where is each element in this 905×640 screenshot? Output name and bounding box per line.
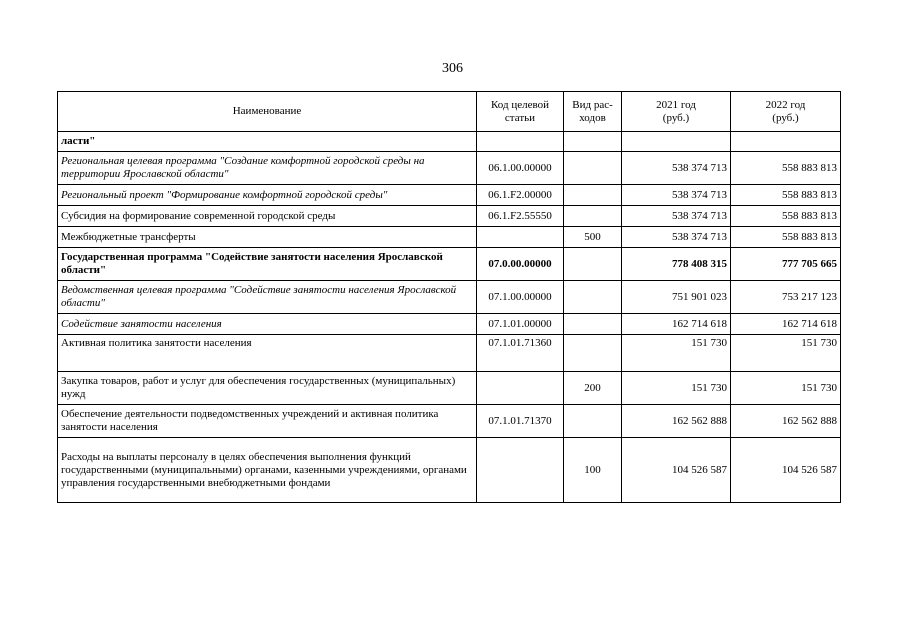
row-name: Региональный проект "Формирование комфортной городской среды" <box>58 185 477 206</box>
row-code: 07.1.01.71360 <box>477 335 564 372</box>
row-2022: 753 217 123 <box>731 281 841 314</box>
row-code: 07.0.00.00000 <box>477 248 564 281</box>
row-code: 06.1.00.00000 <box>477 152 564 185</box>
row-2021: 751 901 023 <box>622 281 731 314</box>
row-type <box>564 314 622 335</box>
row-2022 <box>731 132 841 152</box>
row-2021: 538 374 713 <box>622 152 731 185</box>
row-type <box>564 152 622 185</box>
row-name: Ведомственная целевая программа "Содействие занятости населения Ярославской области" <box>58 281 477 314</box>
table-row <box>58 152 841 185</box>
header-code: Код целевой статьи <box>477 92 564 132</box>
row-2021: 162 714 618 <box>622 314 731 335</box>
table-row <box>58 185 841 206</box>
row-name: Активная политика занятости населения <box>58 335 477 372</box>
row-2021: 162 562 888 <box>622 405 731 438</box>
table-row <box>58 438 841 503</box>
row-type: 100 <box>564 438 622 503</box>
row-name: Региональная целевая программа "Создание комфортной городской среды на территории Ярославской области" <box>58 152 477 185</box>
row-name: Расходы на выплаты персоналу в целях обеспечения выполнения функций государственными (муниципальными) органами, казенными учреждениями, органами управления государственными внебюджетными фондами <box>58 438 477 503</box>
table-header-row <box>58 92 841 132</box>
table-row <box>58 314 841 335</box>
header-type: Вид рас- ходов <box>564 92 622 132</box>
row-2022: 151 730 <box>731 372 841 405</box>
table-row <box>58 132 841 152</box>
row-2021: 538 374 713 <box>622 227 731 248</box>
row-2022: 558 883 813 <box>731 227 841 248</box>
table-row <box>58 335 841 372</box>
row-type <box>564 405 622 438</box>
row-type <box>564 248 622 281</box>
row-code <box>477 438 564 503</box>
budget-table <box>57 91 841 503</box>
table-row <box>58 372 841 405</box>
row-code: 07.1.01.71370 <box>477 405 564 438</box>
row-name: Государственная программа "Содействие занятости населения Ярославской области" <box>58 248 477 281</box>
page-number: 306 <box>442 61 463 76</box>
row-type: 500 <box>564 227 622 248</box>
row-type <box>564 281 622 314</box>
row-code: 06.1.F2.55550 <box>477 206 564 227</box>
row-name: Закупка товаров, работ и услуг для обеспечения государственных (муниципальных) нужд <box>58 372 477 405</box>
row-2021: 538 374 713 <box>622 185 731 206</box>
row-code <box>477 372 564 405</box>
row-2022: 151 730 <box>731 335 841 372</box>
table-row <box>58 248 841 281</box>
row-2021: 151 730 <box>622 335 731 372</box>
row-code: 06.1.F2.00000 <box>477 185 564 206</box>
row-2021: 778 408 315 <box>622 248 731 281</box>
row-code <box>477 132 564 152</box>
table-row <box>58 227 841 248</box>
header-name: Наименование <box>58 92 477 132</box>
row-type <box>564 206 622 227</box>
row-2022: 162 714 618 <box>731 314 841 335</box>
row-2022: 162 562 888 <box>731 405 841 438</box>
row-name: Содействие занятости населения <box>58 314 477 335</box>
row-2021: 104 526 587 <box>622 438 731 503</box>
table-row <box>58 206 841 227</box>
row-2022: 558 883 813 <box>731 206 841 227</box>
row-type: 200 <box>564 372 622 405</box>
row-2022: 558 883 813 <box>731 152 841 185</box>
row-name: ласти" <box>58 132 477 152</box>
header-2022: 2022 год (руб.) <box>731 92 841 132</box>
row-type <box>564 185 622 206</box>
row-type <box>564 335 622 372</box>
row-2022: 777 705 665 <box>731 248 841 281</box>
row-2021: 538 374 713 <box>622 206 731 227</box>
table-row <box>58 405 841 438</box>
row-code <box>477 227 564 248</box>
row-2021: 151 730 <box>622 372 731 405</box>
row-type <box>564 132 622 152</box>
header-2021: 2021 год (руб.) <box>622 92 731 132</box>
table-row <box>58 281 841 314</box>
row-name: Обеспечение деятельности подведомственных учреждений и активная политика занятости населения <box>58 405 477 438</box>
row-name: Межбюджетные трансферты <box>58 227 477 248</box>
row-code: 07.1.01.00000 <box>477 314 564 335</box>
row-code: 07.1.00.00000 <box>477 281 564 314</box>
row-2022: 104 526 587 <box>731 438 841 503</box>
row-2021 <box>622 132 731 152</box>
row-2022: 558 883 813 <box>731 185 841 206</box>
row-name: Субсидия на формирование современной городской среды <box>58 206 477 227</box>
